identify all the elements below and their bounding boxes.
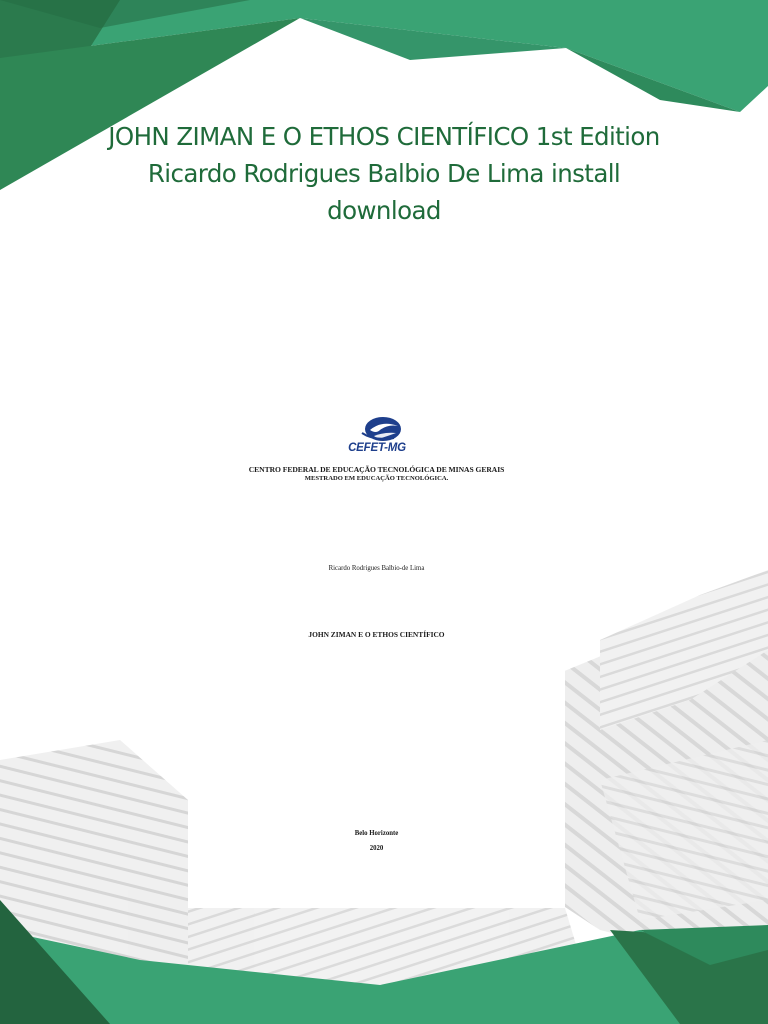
institution-name: CENTRO FEDERAL DE EDUCAÇÃO TECNOLÓGICA DE MINAS GERAIS bbox=[248, 465, 505, 474]
cefet-mg-logo bbox=[344, 416, 410, 460]
cover-title bbox=[60, 118, 708, 229]
title-line-1: JOHN ZIMAN E O ETHOS CIENTÍFICO 1st Edition bbox=[108, 122, 660, 151]
logo-wordmark: CEFET-MG bbox=[348, 442, 406, 454]
document-author: Ricardo Rodrigues Balbio-de Lima bbox=[328, 565, 425, 572]
title-line-2: Ricardo Rodrigues Balbio De Lima install bbox=[147, 159, 621, 188]
title-line-3: download bbox=[327, 196, 441, 225]
program-name: MESTRADO EM EDUCAÇÃO TECNOLÓGICA. bbox=[304, 475, 449, 482]
document-page-preview bbox=[188, 378, 565, 908]
document-title: JOHN ZIMAN E O ETHOS CIENTÍFICO bbox=[308, 630, 445, 639]
document-city: Belo Horizonte bbox=[354, 830, 399, 837]
document-year: 2020 bbox=[369, 845, 384, 852]
